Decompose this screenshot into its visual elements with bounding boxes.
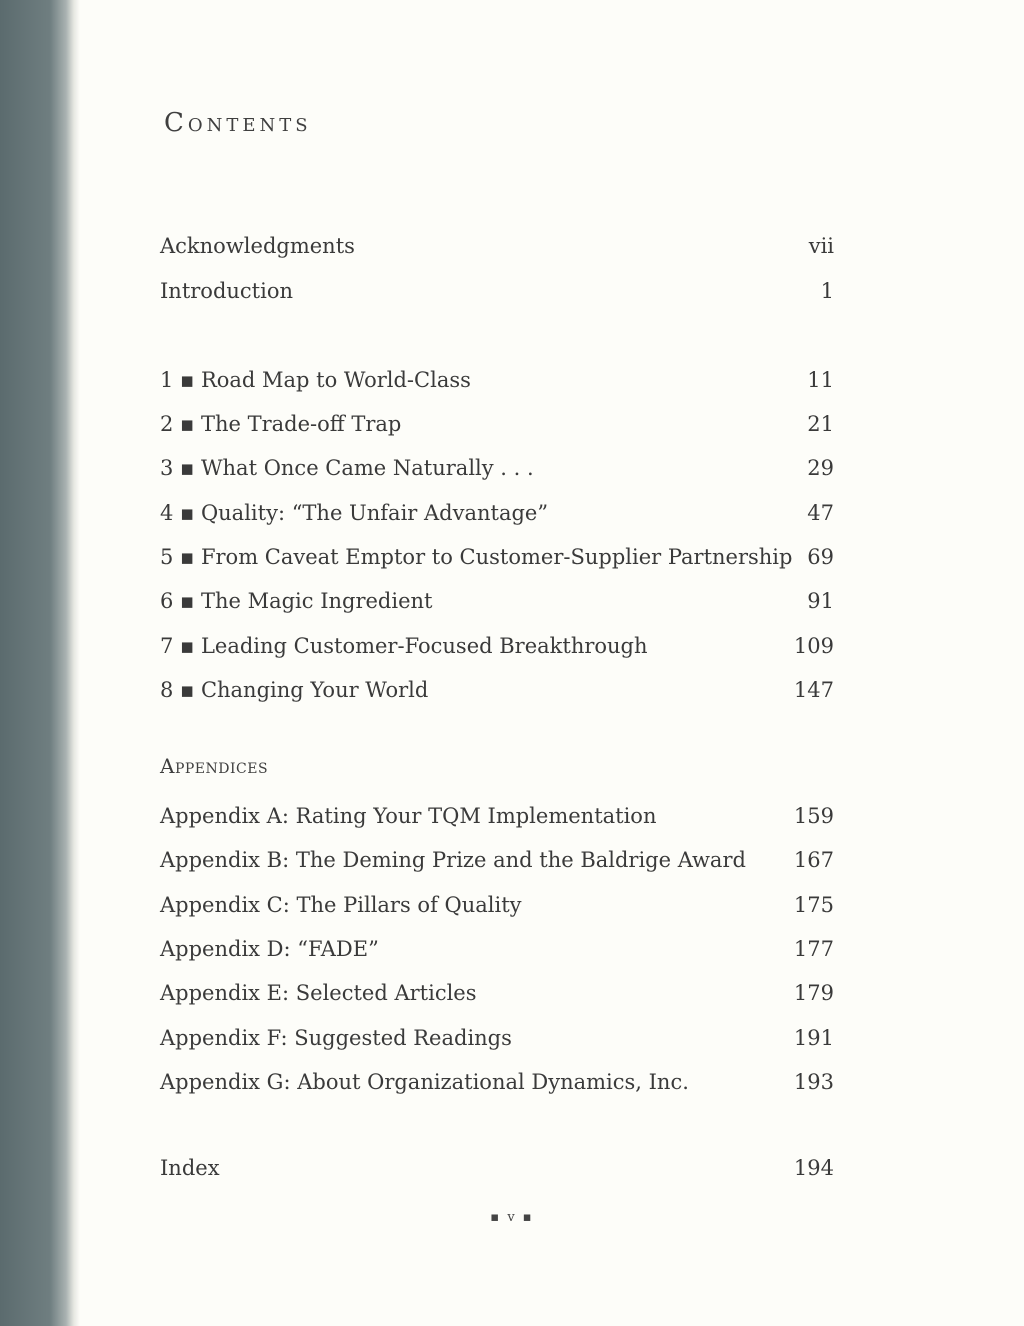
toc-entry-appendix-b[interactable]	[160, 844, 834, 876]
toc-entry-page: 1	[820, 279, 834, 303]
toc-entry-appendix-e[interactable]	[160, 977, 834, 1009]
toc-entry-label: Appendix G: About Organizational Dynamics, Inc.	[160, 1070, 689, 1094]
toc-entry-label: Appendix F: Suggested Readings	[160, 1026, 512, 1050]
toc-entry-page: 11	[807, 368, 834, 392]
toc-entry-label: Introduction	[160, 279, 293, 303]
toc-entry-label: 4 ▪ Quality: “The Unfair Advantage”	[160, 501, 549, 525]
toc-entry-label: Appendix A: Rating Your TQM Implementation	[160, 804, 657, 828]
toc-entry-chapter-4[interactable]	[160, 497, 834, 529]
toc-entry-label: 6 ▪ The Magic Ingredient	[160, 589, 433, 613]
appendices-heading: Appendices	[160, 754, 269, 778]
toc-entry-appendix-d[interactable]	[160, 933, 834, 965]
toc-entry-page: 147	[793, 678, 834, 702]
toc-entry-page: 179	[793, 981, 834, 1005]
toc-entry-index[interactable]	[160, 1152, 834, 1184]
toc-entry-label: Acknowledgments	[160, 234, 355, 258]
toc-entry-page: 191	[793, 1026, 834, 1050]
toc-entry-appendix-a[interactable]	[160, 800, 834, 832]
toc-entry-chapter-6[interactable]	[160, 585, 834, 617]
toc-entry-label: Appendix D: “FADE”	[160, 937, 379, 961]
toc-entry-label: Appendix E: Selected Articles	[160, 981, 477, 1005]
toc-entry-label: Appendix B: The Deming Prize and the Baldrige Award	[160, 848, 746, 872]
toc-entry-page: 193	[793, 1070, 834, 1094]
toc-entry-page: 109	[793, 634, 834, 658]
toc-entry-appendix-f[interactable]	[160, 1022, 834, 1054]
toc-entry-page: 159	[793, 804, 834, 828]
toc-entry-label: 8 ▪ Changing Your World	[160, 678, 429, 702]
toc-entry-page: 47	[807, 501, 834, 525]
toc-entry-page: 69	[807, 545, 834, 569]
toc-entry-page: vii	[808, 234, 834, 258]
toc-entry-page: 21	[807, 412, 834, 436]
toc-entry-chapter-5[interactable]	[160, 541, 834, 573]
toc-entry-page: 29	[807, 456, 834, 480]
toc-entry-label: 3 ▪ What Once Came Naturally . . .	[160, 456, 534, 480]
toc-entry-chapter-8[interactable]	[160, 674, 834, 706]
book-spine-shadow	[0, 0, 80, 1326]
toc-entry-page: 91	[807, 589, 834, 613]
toc-entry-appendix-g[interactable]	[160, 1066, 834, 1098]
toc-entry-page: 177	[793, 937, 834, 961]
toc-entry-introduction[interactable]	[160, 275, 834, 307]
page-folio: ▪ v ▪	[490, 1210, 534, 1225]
toc-entry-appendix-c[interactable]	[160, 889, 834, 921]
toc-entry-label: 2 ▪ The Trade-off Trap	[160, 412, 402, 436]
toc-entry-chapter-1[interactable]	[160, 364, 834, 396]
toc-entry-label: Index	[160, 1156, 220, 1180]
toc-entry-chapter-2[interactable]	[160, 408, 834, 440]
toc-entry-label: 7 ▪ Leading Customer-Focused Breakthrough	[160, 634, 648, 658]
toc-entry-chapter-3[interactable]	[160, 452, 834, 484]
toc-entry-page: 194	[793, 1156, 834, 1180]
toc-entry-acknowledgments[interactable]	[160, 230, 834, 262]
toc-entry-label: 5 ▪ From Caveat Emptor to Customer-Supplier Partnership	[160, 545, 793, 569]
page-title: Contents	[164, 108, 312, 138]
toc-entry-page: 167	[793, 848, 834, 872]
toc-entry-page: 175	[793, 893, 834, 917]
toc-entry-label: 1 ▪ Road Map to World-Class	[160, 368, 471, 392]
toc-entry-chapter-7[interactable]	[160, 630, 834, 662]
toc-entry-label: Appendix C: The Pillars of Quality	[160, 893, 522, 917]
